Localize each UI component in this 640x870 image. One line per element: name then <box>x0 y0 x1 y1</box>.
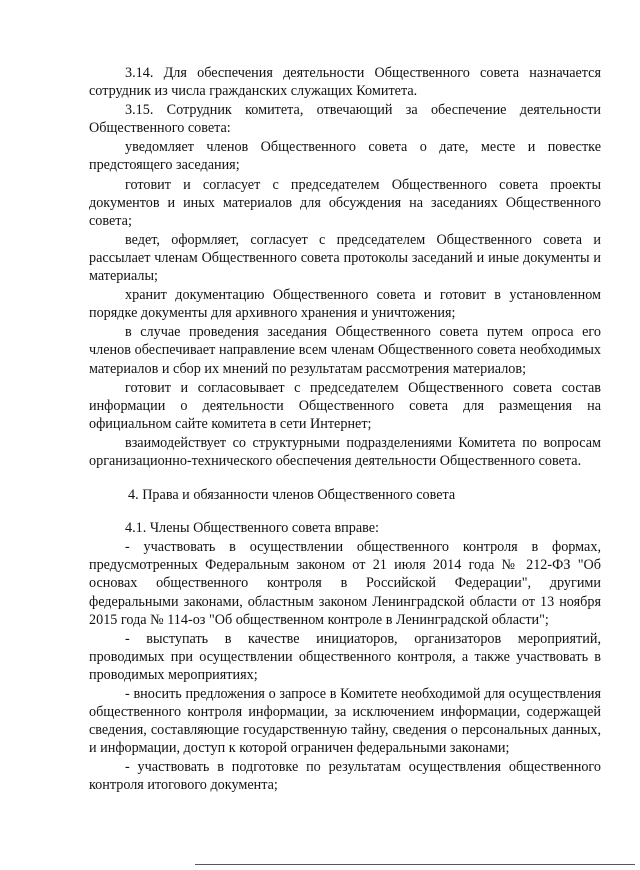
list-item-protocols: ведет, оформляет, согласует с председателем Общественного совета и рассылает членам Общественного совета протоколы заседаний и иные документы и материалы; <box>89 231 601 285</box>
list-item-participate-control: - участвовать в осуществлении общественного контроля в формах, предусмотренных Федеральным законом от 21 июля 2014 года № 212-ФЗ "Об основах общественного контроля в Российской Федерации", другими федеральными законами, областным законом Ленинградской области от 13 ноября 2015 года № 114-оз "Об общественном контроле в Ленинградской области"; <box>89 539 601 628</box>
list-item-website-info: готовит и согласовывает с председателем Общественного совета состав информации о деятельности Общественного совета для размещения на официальном сайте комитета в сети Интернет; <box>89 379 601 432</box>
list-item-initiators: - выступать в качестве инициаторов, организаторов мероприятий, проводимых при осуществлении общественного контроля, а также участвовать в проводимых мероприятиях; <box>89 630 601 683</box>
section-3-paragraphs <box>89 64 601 470</box>
paragraph-3-14: 3.14. Для обеспечения деятельности Общественного совета назначается сотрудник из числа гражданских служащих Комитета. <box>89 65 601 100</box>
list-item-final-document: - участвовать в подготовке по результатам осуществления общественного контроля итогового документа; <box>89 759 601 794</box>
list-item-requests: - вносить предложения о запросе в Комитете необходимой для осуществления общественного контроля информации, за исключением информации, содержащей сведения, составляющие государственную тайну, сведения о персональных данных, и информации, доступ к которой ограничен федеральными законами; <box>89 686 601 757</box>
list-item-interaction: взаимодействует со структурными подразделениями Комитета по вопросам организационно-технического обеспечения деятельности Общественного совета. <box>89 434 601 469</box>
list-item-archive: хранит документацию Общественного совета и готовит в установленном порядке документы для архивного хранения и уничтожения; <box>89 287 601 322</box>
document-page <box>89 64 601 796</box>
section-heading: 4. Права и обязанности членов Общественного совета <box>128 487 456 504</box>
list-item-poll: в случае проведения заседания Общественного совета путем опроса его членов обеспечивает направление всем членам Общественного совета необходимых материалов и сбор их мнений по результатам рассмотрения материалов; <box>89 324 601 377</box>
spacer <box>89 504 601 519</box>
list-item-prepare-drafts: готовит и согласует с председателем Общественного совета проекты документов и иных материалов для обсуждения на заседаниях Общественного совета; <box>89 176 601 229</box>
spacer <box>89 471 601 486</box>
footer-rule <box>195 864 635 865</box>
paragraph-3-15: 3.15. Сотрудник комитета, отвечающий за обеспечение деятельности Общественного совета: <box>89 102 601 137</box>
list-item-notify: уведомляет членов Общественного совета о дате, месте и повестке предстоящего заседания; <box>89 139 601 174</box>
paragraph-4-1: 4.1. Члены Общественного совета вправе: <box>125 520 379 537</box>
section-4-paragraphs <box>89 519 601 794</box>
